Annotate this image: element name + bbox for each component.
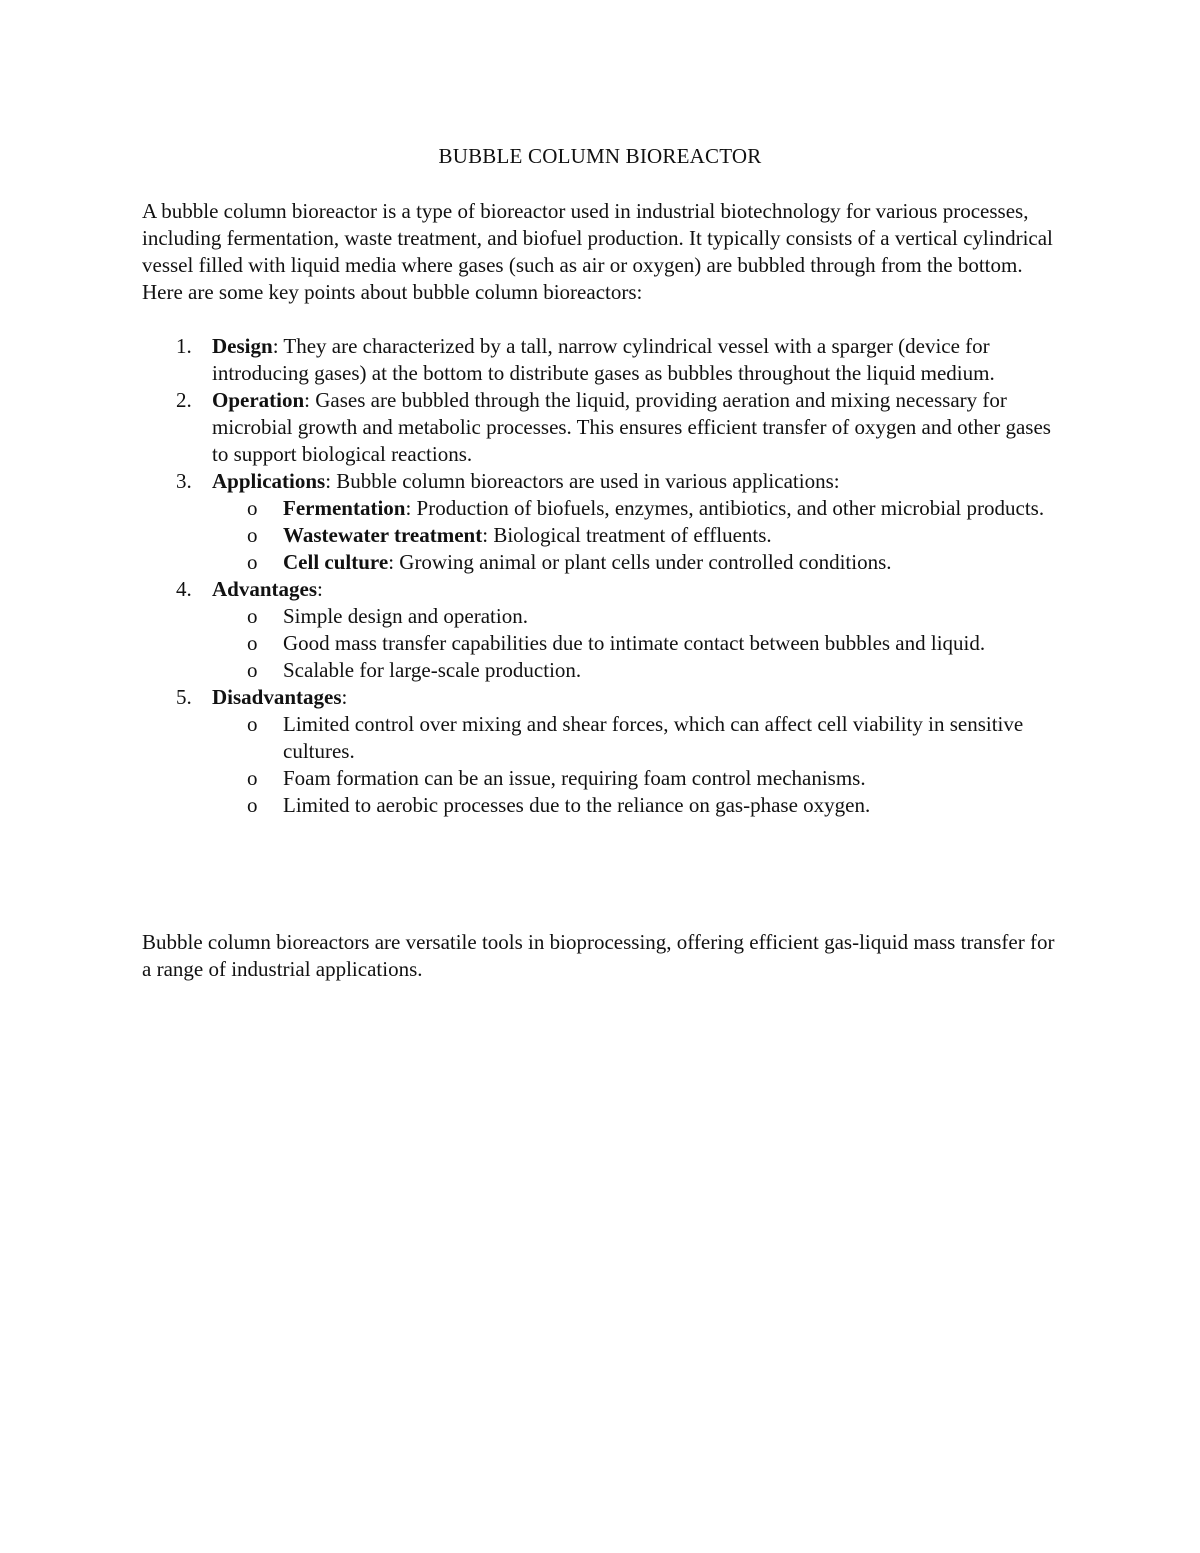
sub-text: Simple design and operation. [283,604,528,628]
point-body [212,468,1067,495]
bullet-icon: o [247,631,258,655]
list-item [142,684,1067,819]
list-number: 3. [176,469,192,493]
sublist [212,495,1067,576]
sub-text: : Growing animal or plant cells under controlled conditions. [388,550,892,574]
list-item [142,387,1067,468]
point-term: Advantages [212,577,318,601]
intro-paragraph: A bubble column bioreactor is a type of bioreactor used in industrial biotechnology for various processes, including fermentation, waste treatment, and biofuel production. It typically consists of a vertical cylindrical vessel filled with liquid media where gases (such as air or oxygen) are bubbled through from the bottom. Here are some key points about bubble column bioreactors: [142,199,1053,304]
sub-body [283,549,1067,576]
sub-text: : Biological treatment of effluents. [482,523,772,547]
bullet-icon: o [247,523,258,547]
point-body [212,333,1067,387]
key-points-list [142,333,1067,819]
bullet-icon: o [247,496,258,520]
sub-term: Cell culture [283,550,389,574]
bullet-icon: o [247,712,258,736]
sublist-item [212,495,1067,522]
list-item [142,576,1067,684]
list-number: 4. [176,577,192,601]
sublist-item [212,630,1067,657]
sub-text: Limited control over mixing and shear forces, which can affect cell viability in sensitive cultures. [283,712,1024,763]
bullet-icon: o [247,766,258,790]
sublist-item [212,522,1067,549]
point-term: Design [212,334,273,358]
sub-text: Foam formation can be an issue, requiring foam control mechanisms. [283,766,866,790]
bullet-icon: o [247,793,258,817]
sublist-item [212,765,1067,792]
list-number: 2. [176,388,192,412]
sub-body [283,522,1067,549]
bullet-icon: o [247,658,258,682]
sublist-item [212,603,1067,630]
point-term: Operation [212,388,305,412]
point-term: Applications [212,469,326,493]
sub-term: Fermentation [283,496,406,520]
sub-text: Limited to aerobic processes due to the reliance on gas-phase oxygen. [283,793,871,817]
sublist-item [212,711,1067,765]
point-term: Disadvantages [212,685,342,709]
sub-term: Wastewater treatment [283,523,483,547]
page-title: BUBBLE COLUMN BIOREACTOR [438,144,762,168]
point-text: : Bubble column bioreactors are used in various applications: [325,469,840,493]
sub-text: Scalable for large-scale production. [283,658,582,682]
list-item [142,333,1067,387]
conclusion-paragraph: Bubble column bioreactors are versatile tools in bioprocessing, offering efficient gas-liquid mass transfer for a range of industrial applications. [142,930,1055,981]
list-item [142,468,1067,576]
point-text: : Gases are bubbled through the liquid, providing aeration and mixing necessary for microbial growth and metabolic processes. This ensures efficient transfer of oxygen and other gases to support biological reactions. [212,388,1051,466]
sub-text: Good mass transfer capabilities due to intimate contact between bubbles and liquid. [283,631,986,655]
sub-body [283,495,1067,522]
point-text: : [317,577,323,601]
sublist-item [212,657,1067,684]
list-number: 1. [176,334,192,358]
sublist-item [212,792,1067,819]
sublist [212,603,1067,684]
sub-text: : Production of biofuels, enzymes, antibiotics, and other microbial products. [405,496,1045,520]
sublist [212,711,1067,819]
list-number: 5. [176,685,192,709]
bullet-icon: o [247,604,258,628]
point-body [212,684,1067,711]
point-text: : [341,685,348,709]
sublist-item [212,549,1067,576]
point-body [212,387,1067,468]
bullet-icon: o [247,550,258,574]
point-text: : They are characterized by a tall, narrow cylindrical vessel with a sparger (device for introducing gases) at the bottom to distribute gases as bubbles throughout the liquid medium. [212,334,995,385]
point-body [212,576,1067,603]
